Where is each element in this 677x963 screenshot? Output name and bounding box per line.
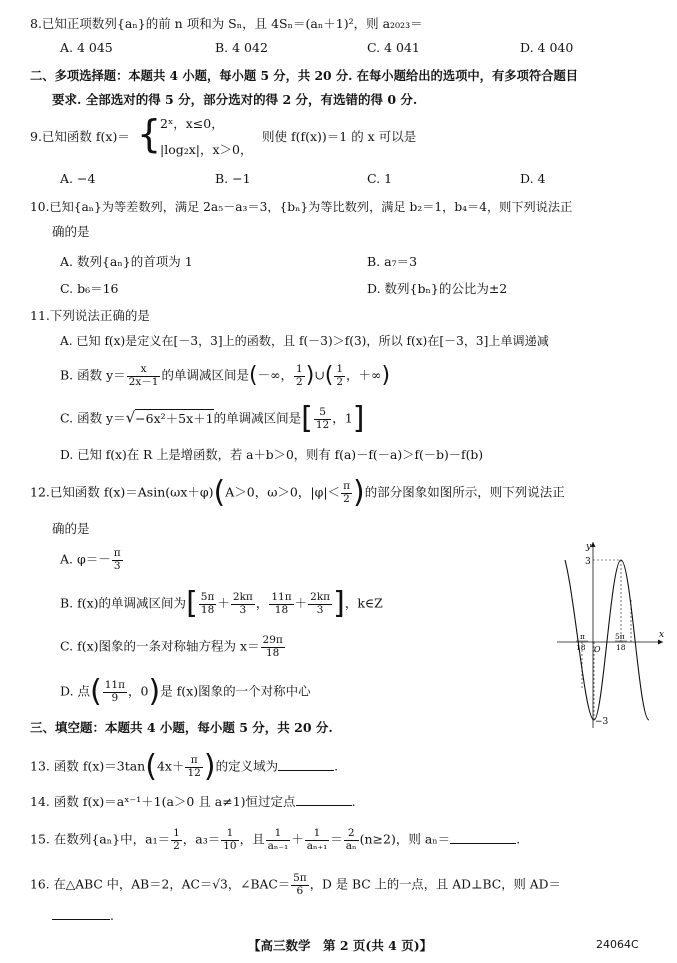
- q10-stem: 10.已知{aₙ}为等差数列，满足 2a₅－a₃＝3，{bₙ}为等比数列，满足 b₂＝1，b₄＝4，则下列说法正: [30, 200, 573, 214]
- q11-option-b: B. 函数 y＝ $\frac{x}{2x-1}$ 的单调减区间是(－∞， $\frac{1}{2}$ )∪( $\frac{1}{2}$ ，＋∞): [60, 363, 391, 389]
- section2-heading: 二、多项选择题：本题共 4 小题，每小题 5 分，共 20 分. 在每小题给出的选项中，有多项符合题目: [30, 68, 579, 83]
- q15: 15. 在数列{aₙ}中，a₁＝ $\frac{1}{2}$ ，a₃＝ $\frac{1}{10}$ ，且 $\frac{1}{\text{aₙ₋₁}}$ ＋ $\frac{1}{\text{aₙ₊₁}}$ ＝ $\frac{2}{\text{aₙ}}$ (n≥2)，则 aₙ＝ .: [30, 827, 521, 852]
- q16-answer-blank[interactable]: [52, 907, 110, 920]
- q13-answer-blank[interactable]: [278, 758, 334, 771]
- q10-stem-cont: 确的是: [52, 224, 90, 239]
- q15-answer-blank[interactable]: [450, 831, 516, 844]
- graph-x-tick-pos-den: 18: [616, 643, 626, 652]
- q11-stem: 11.下列说法正确的是: [30, 308, 150, 323]
- footer-code: 24064C: [596, 938, 639, 951]
- q9-option-c: C. 1: [367, 171, 393, 186]
- q11-c-radicand: −6x²＋5x＋1: [135, 410, 214, 426]
- q16: 16. 在△ABC 中，AB＝2，AC＝√3，∠BAC＝ $\frac{5\pi}{6}$ ，D 是 BC 上的一点，且 AD⊥BC，则 AD＝: [30, 872, 561, 897]
- q9-suffix: 则使 f(f(x))＝1 的 x 可以是: [262, 129, 417, 144]
- q11-option-d: D. 已知 f(x)在 R 上是增函数，若 a＋b＞0，则有 f(a)－f(－a)＞f(－b)－f(b): [60, 448, 484, 462]
- footer-page-label: 【高三数学 第 2 页(共 4 页)】: [248, 938, 433, 953]
- q12-option-d: D. 点( $\frac{11\pi}{9}$ ，0)是 f(x)图象的一个对称中心: [60, 674, 311, 709]
- q10-option-c: C. b₆＝16: [60, 281, 119, 296]
- q8-stem: 8.已知正项数列{aₙ}的前 n 项和为 Sₙ，且 4Sₙ＝(aₙ＋1)²，则 a₂₀₂₃＝: [30, 16, 423, 31]
- q11-option-a: A. 已知 f(x)是定义在[－3，3]上的函数，且 f(－3)＞f(3)，所以 f(x)在[－3，3]上单调递减: [60, 334, 549, 348]
- graph-y-min-label: −3: [595, 717, 609, 727]
- q8-option-b: B. 4 042: [215, 40, 268, 55]
- graph-x-tick-neg-num: π: [580, 632, 585, 641]
- q11-b-mid: 的单调减区间是: [161, 367, 249, 383]
- q16-answer-line: .: [52, 907, 114, 923]
- q13: 13. 函数 f(x)＝3tan(4x＋ $\frac{\pi}{12}$ )的定义域为 .: [30, 749, 339, 784]
- q8-option-c: C. 4 041: [367, 40, 420, 55]
- graph-y-max-label: 3: [585, 557, 591, 567]
- q11-option-c: C. 函数 y＝√−6x²＋5x＋1的单调减区间是[ $\frac{5}{12}$ ，1]: [60, 401, 365, 436]
- q12-stem: 12.已知函数 f(x)＝Asin(ωx＋φ)(A＞0，ω＞0，|φ|＜ $\frac{\pi}{2}$ )的部分图象如图所示，则下列说法正: [30, 475, 565, 510]
- q12-option-b: B. f(x)的单调减区间为[ $\frac{5\pi}{18}$ ＋ $\frac{2k\pi}{3}$ ， $\frac{11\pi}{18}$ ＋ $\frac{2k\pi}{3}$ ]，k∈Z: [60, 586, 383, 621]
- q9-case2: |log₂x|，x＞0，: [160, 142, 253, 157]
- q11-b-prefix: B. 函数 y＝: [60, 367, 126, 383]
- graph-x-label: x: [659, 630, 665, 640]
- q9-option-d: D. 4: [520, 171, 546, 186]
- q10-option-a: A. 数列{aₙ}的首项为 1: [60, 254, 193, 269]
- q9-brace: {: [137, 112, 162, 156]
- graph-y-label: y: [586, 542, 592, 552]
- q8-option-a: A. 4 045: [60, 40, 113, 55]
- section2-heading-cont: 要求. 全部选对的得 5 分，部分选对的得 2 分，有选错的得 0 分.: [52, 92, 418, 107]
- sine-curve: [565, 560, 649, 720]
- q10-option-b: B. a₇＝3: [367, 254, 418, 269]
- q9-option-a: A. −4: [60, 171, 96, 186]
- q9-option-b: B. −1: [215, 171, 251, 186]
- graph-x-tick-pos-num: 5π: [615, 632, 625, 641]
- q10-option-d: D. 数列{bₙ}的公比为±2: [367, 281, 508, 296]
- q12-stem-cont: 确的是: [52, 521, 90, 536]
- q14: 14. 函数 f(x)＝aˣ⁻¹＋1(a＞0 且 a≠1)恒过定点 .: [30, 794, 356, 809]
- graph-x-tick-neg-den: 18: [576, 643, 586, 652]
- q9-prefix: 9.已知函数 f(x)＝: [30, 129, 130, 144]
- q14-answer-blank[interactable]: [296, 793, 352, 806]
- q11-b-fraction: $\frac{x}{2x-1}$: [128, 363, 159, 388]
- q12-option-c: C. f(x)图象的一条对称轴方程为 x＝ $\frac{29\pi}{18}$: [60, 634, 283, 659]
- q12-function-graph: [555, 538, 667, 733]
- section3-heading: 三、填空题：本题共 4 小题，每小题 5 分，共 20 分.: [30, 720, 333, 735]
- graph-origin-label: O: [594, 645, 601, 654]
- q8-option-d: D. 4 040: [520, 40, 574, 55]
- q9-case1: 2ˣ，x≤0，: [160, 116, 224, 131]
- q12-option-a: A. φ＝－ $\frac{\pi}{3}$: [60, 547, 121, 572]
